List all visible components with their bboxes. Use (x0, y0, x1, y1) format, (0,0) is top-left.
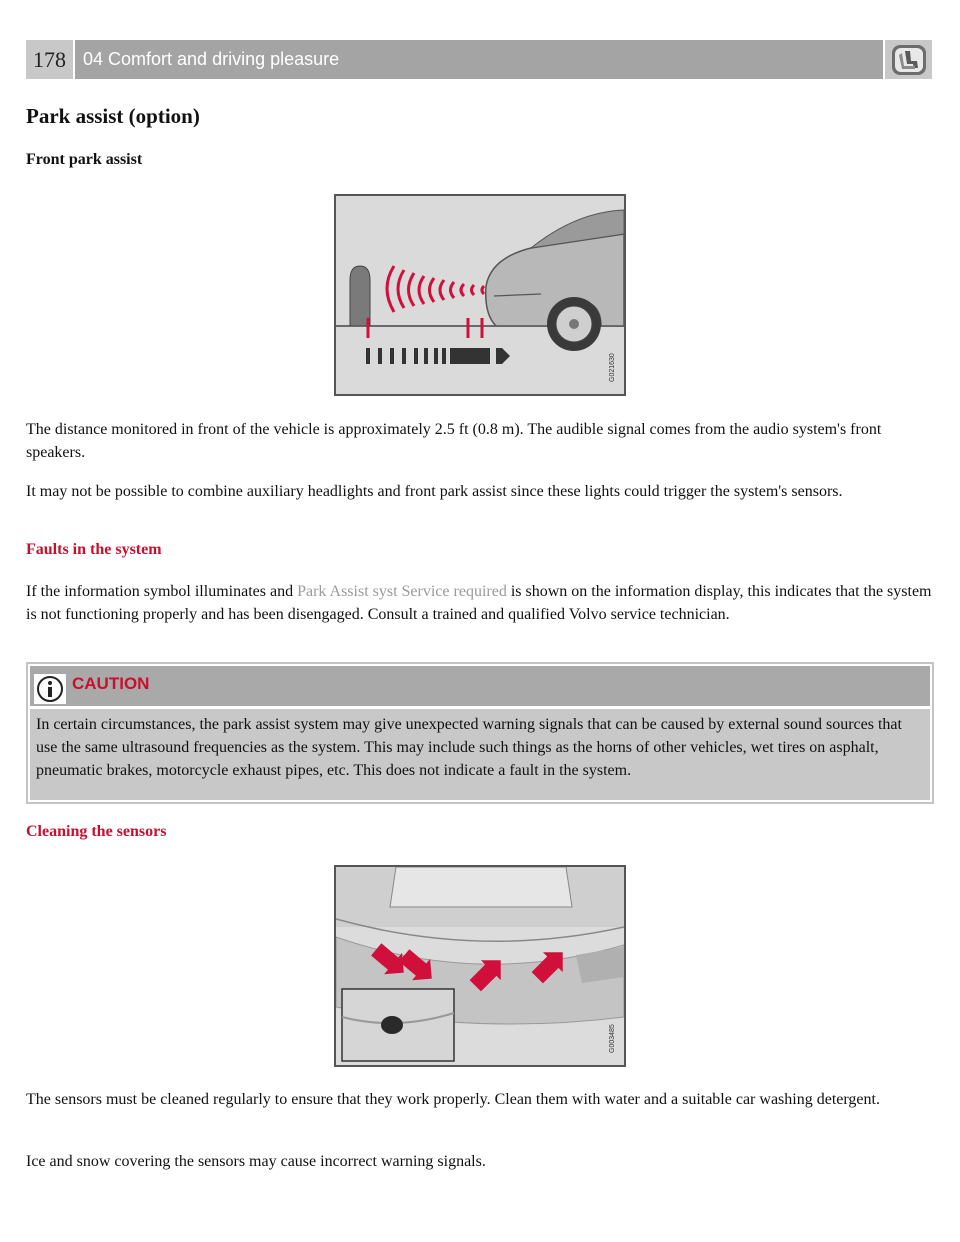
caution-title: CAUTION (72, 674, 150, 693)
bumper-sensors-illustration (334, 865, 626, 1067)
paragraph-faults (26, 580, 938, 626)
caution-header (30, 666, 930, 706)
chapter-icon-box (885, 40, 932, 79)
page-number: 178 (26, 40, 73, 79)
faults-text-before: If the information symbol illuminates and (26, 583, 298, 600)
paragraph-distance: The distance monitored in front of the vehicle is approximately 2.5 ft (0.8 m). The audible signal comes from the audio system's front speakers. (26, 421, 882, 461)
seat-icon (891, 44, 927, 76)
faults-heading: Faults in the system (26, 541, 162, 558)
chapter-title: 04 Comfort and driving pleasure (75, 40, 883, 79)
paragraph-cleaning: The sensors must be cleaned regularly to ensure that they work properly. Clean them with water and a suitable car washing detergent. (26, 1091, 880, 1108)
caution-box (26, 662, 934, 804)
faults-text-after: is shown on the information display, this indicates that the system is not functioning properly and has been disengaged. Consult a trained and qualified Volvo service technician. (26, 583, 932, 623)
section-subtitle: Front park assist (26, 151, 143, 168)
figure-code-2: G003485 (609, 1024, 616, 1053)
info-icon (34, 674, 66, 704)
page-header (26, 40, 932, 79)
paragraph-headlights: It may not be possible to combine auxiliary headlights and front park assist since these lights could trigger the system's sensors. (26, 483, 843, 500)
display-message: Park Assist syst Service required (297, 583, 507, 600)
paragraph-ice-snow: Ice and snow covering the sensors may cause incorrect warning signals. (26, 1153, 486, 1170)
front-park-assist-illustration (334, 194, 626, 396)
caution-body: In certain circumstances, the park assist system may give unexpected warning signals that can be caused by external sound sources that use the same ultrasound frequencies as the system. This may include such things as the horns of other vehicles, wet tires on asphalt, pneumatic brakes, motorcycle exhaust pipes, etc. This does not indicate a fault in the system. (30, 709, 930, 800)
page-title: Park assist (option) (26, 104, 200, 128)
figure-code-1: G021630 (609, 353, 616, 382)
cleaning-heading: Cleaning the sensors (26, 823, 167, 840)
